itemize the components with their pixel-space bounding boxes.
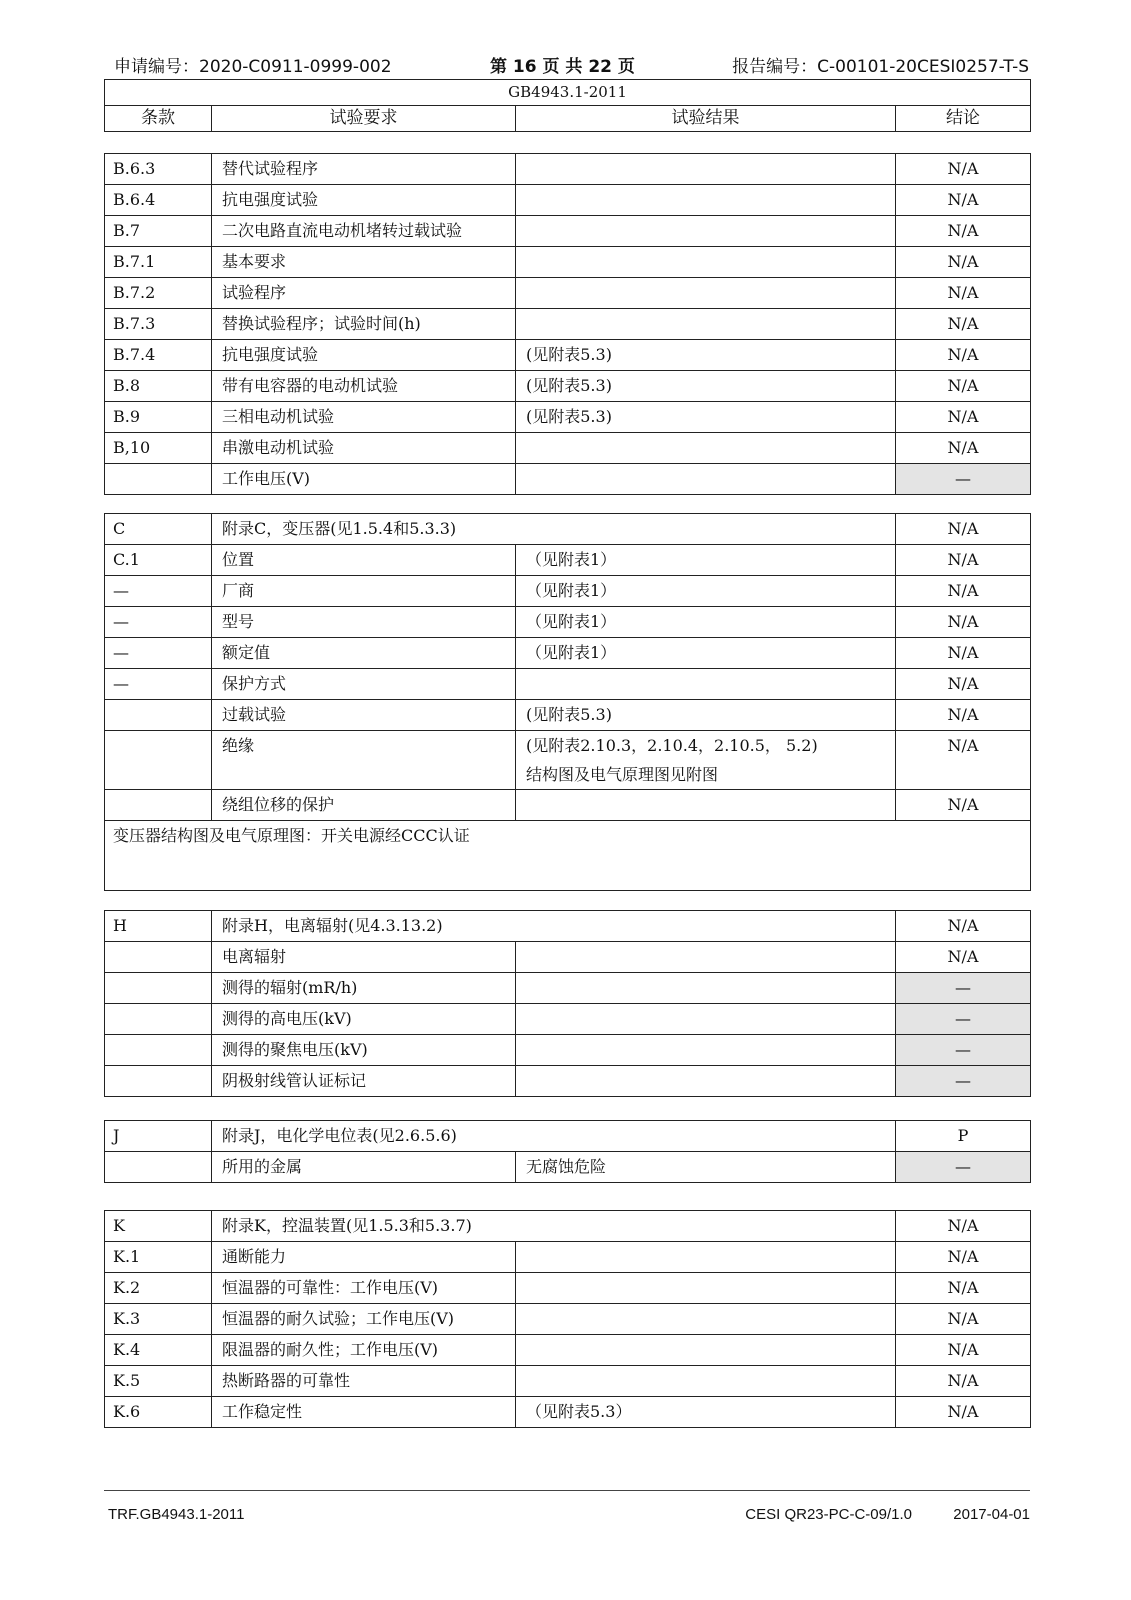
- table-row: [105, 1004, 1031, 1035]
- clause-cell: [105, 464, 212, 495]
- clause-cell: B.7.4: [105, 340, 212, 371]
- clause-cell: [105, 790, 212, 821]
- clause-cell: [105, 1066, 212, 1097]
- footer-divider: [104, 1490, 1030, 1491]
- requirement-cell: 热断路器的可靠性: [212, 1366, 516, 1397]
- requirement-cell: 工作电压(V): [212, 464, 516, 495]
- standard-title: GB4943.1-2011: [105, 80, 1031, 106]
- clause-cell: [105, 731, 212, 790]
- table-row: [105, 371, 1031, 402]
- result-cell: [516, 1242, 896, 1273]
- requirement-cell: 型号: [212, 607, 516, 638]
- result-cell: [516, 216, 896, 247]
- result-cell: [516, 1273, 896, 1304]
- table-row: [105, 340, 1031, 371]
- clause-cell: K.6: [105, 1397, 212, 1428]
- conclusion-cell: N/A: [896, 1242, 1031, 1273]
- conclusion-cell: —: [896, 1035, 1031, 1066]
- requirement-cell: 二次电路直流电动机堵转过载试验: [212, 216, 516, 247]
- conclusion-cell: N/A: [896, 638, 1031, 669]
- conclusion-cell: N/A: [896, 576, 1031, 607]
- transformer-note: 变压器结构图及电气原理图：开关电源经CCC认证: [105, 821, 1031, 891]
- clause-cell: K.2: [105, 1273, 212, 1304]
- conclusion-cell: N/A: [896, 700, 1031, 731]
- table-row: [105, 790, 1031, 821]
- table-row: [105, 638, 1031, 669]
- conclusion-cell: N/A: [896, 607, 1031, 638]
- result-cell: [516, 1035, 896, 1066]
- header-conclusion: 结论: [896, 106, 1031, 132]
- conclusion-cell: N/A: [896, 371, 1031, 402]
- table-row: [105, 669, 1031, 700]
- conclusion-cell: N/A: [896, 1273, 1031, 1304]
- requirement-cell: 三相电动机试验: [212, 402, 516, 433]
- conclusion-cell: N/A: [896, 942, 1031, 973]
- requirement-cell: 测得的辐射(mR/h): [212, 973, 516, 1004]
- result-cell: [516, 1004, 896, 1035]
- result-cell: [516, 790, 896, 821]
- clause-cell: B.7.1: [105, 247, 212, 278]
- requirement-cell: 串激电动机试验: [212, 433, 516, 464]
- clause-cell: [105, 1152, 212, 1183]
- result-cell: （见附表1）: [516, 638, 896, 669]
- clause-cell: B,10: [105, 433, 212, 464]
- application-number: 申请编号：2020-C0911-0999-002: [114, 57, 392, 77]
- table-row: [105, 700, 1031, 731]
- conclusion-cell: N/A: [896, 154, 1031, 185]
- table-row: [105, 154, 1031, 185]
- clause-cell: [105, 973, 212, 1004]
- result-cell: (见附表5.3): [516, 402, 896, 433]
- result-cell: (见附表5.3): [516, 700, 896, 731]
- form-version: CESI QR23-PC-C-09/1.0: [745, 1506, 912, 1523]
- requirement-cell: 基本要求: [212, 247, 516, 278]
- table-row: [105, 545, 1031, 576]
- conclusion-cell: N/A: [896, 185, 1031, 216]
- appendix-k-table: [104, 1210, 1031, 1428]
- conclusion-cell: —: [896, 1004, 1031, 1035]
- conclusion-cell: N/A: [896, 1304, 1031, 1335]
- table-row: [105, 942, 1031, 973]
- requirement-cell: 位置: [212, 545, 516, 576]
- table-row: [105, 1211, 1031, 1242]
- result-cell: [516, 1066, 896, 1097]
- result-cell: [516, 154, 896, 185]
- requirement-cell: 恒温器的耐久试验；工作电压(V): [212, 1304, 516, 1335]
- clause-cell: B.8: [105, 371, 212, 402]
- note-row: [105, 821, 1031, 891]
- table-row: [105, 1304, 1031, 1335]
- form-date: 2017-04-01: [953, 1506, 1030, 1523]
- table-row: [105, 1366, 1031, 1397]
- conclusion-cell: N/A: [896, 247, 1031, 278]
- appendix-h-table: [104, 910, 1031, 1097]
- table-row: [105, 973, 1031, 1004]
- table-row: [105, 216, 1031, 247]
- conclusion-cell: N/A: [896, 1335, 1031, 1366]
- requirement-cell: 测得的高电压(kV): [212, 1004, 516, 1035]
- conclusion-cell: N/A: [896, 278, 1031, 309]
- requirement-cell: 额定值: [212, 638, 516, 669]
- conclusion-cell: —: [896, 1066, 1031, 1097]
- requirement-cell: 绝缘: [212, 731, 516, 790]
- requirement-cell: 附录J，电化学电位表(见2.6.5.6): [212, 1121, 896, 1152]
- clause-cell: C: [105, 514, 212, 545]
- clause-cell: —: [105, 576, 212, 607]
- clause-cell: H: [105, 911, 212, 942]
- requirement-cell: 附录H，电离辐射(见4.3.13.2): [212, 911, 896, 942]
- appendix-j-table: [104, 1120, 1031, 1183]
- table-row: [105, 402, 1031, 433]
- conclusion-cell: N/A: [896, 731, 1031, 790]
- table-row: [105, 1035, 1031, 1066]
- requirement-cell: 附录K，控温装置(见1.5.3和5.3.7): [212, 1211, 896, 1242]
- clause-cell: B.6.3: [105, 154, 212, 185]
- result-cell: [516, 433, 896, 464]
- clause-cell: B.7.3: [105, 309, 212, 340]
- result-cell: （见附表1）: [516, 607, 896, 638]
- requirement-cell: 工作稳定性: [212, 1397, 516, 1428]
- conclusion-cell: P: [896, 1121, 1031, 1152]
- requirement-cell: 附录C，变压器(见1.5.4和5.3.3): [212, 514, 896, 545]
- table-row: [105, 1242, 1031, 1273]
- table-row: [105, 464, 1031, 495]
- standard-title-row: [105, 80, 1031, 106]
- clause-cell: K.5: [105, 1366, 212, 1397]
- requirement-cell: 所用的金属: [212, 1152, 516, 1183]
- clause-cell: K.4: [105, 1335, 212, 1366]
- clause-cell: B.9: [105, 402, 212, 433]
- requirement-cell: 替换试验程序；试验时间(h): [212, 309, 516, 340]
- page-indicator: 第 16 页 共 22 页: [490, 57, 635, 77]
- clause-cell: —: [105, 638, 212, 669]
- result-line: (见附表2.10.3，2.10.4，2.10.5， 5.2): [526, 736, 818, 755]
- table-row: [105, 1152, 1031, 1183]
- requirement-cell: 抗电强度试验: [212, 340, 516, 371]
- table-row: [105, 514, 1031, 545]
- requirement-cell: 限温器的耐久性；工作电压(V): [212, 1335, 516, 1366]
- clause-cell: C.1: [105, 545, 212, 576]
- table-row: [105, 185, 1031, 216]
- conclusion-cell: N/A: [896, 1397, 1031, 1428]
- table-row: [105, 911, 1031, 942]
- conclusion-cell: N/A: [896, 545, 1031, 576]
- clause-cell: [105, 1035, 212, 1066]
- table-row: [105, 247, 1031, 278]
- section-b-table: [104, 153, 1031, 495]
- conclusion-cell: N/A: [896, 669, 1031, 700]
- clause-cell: K.3: [105, 1304, 212, 1335]
- result-cell: （见附表1）: [516, 545, 896, 576]
- report-number: 报告编号：C-00101-20CESI0257-T-S: [732, 57, 1029, 77]
- table-row: [105, 731, 1031, 790]
- requirement-cell: 恒温器的可靠性：工作电压(V): [212, 1273, 516, 1304]
- result-cell: [516, 731, 896, 790]
- header-requirement: 试验要求: [212, 106, 516, 132]
- result-cell: [516, 464, 896, 495]
- requirement-cell: 抗电强度试验: [212, 185, 516, 216]
- clause-cell: [105, 700, 212, 731]
- clause-cell: B.7: [105, 216, 212, 247]
- result-cell: [516, 942, 896, 973]
- conclusion-cell: N/A: [896, 216, 1031, 247]
- conclusion-cell: N/A: [896, 433, 1031, 464]
- appendix-c-table: [104, 513, 1031, 891]
- header-clause: 条款: [105, 106, 212, 132]
- table-row: [105, 278, 1031, 309]
- clause-cell: B.7.2: [105, 278, 212, 309]
- clause-cell: [105, 942, 212, 973]
- conclusion-cell: N/A: [896, 514, 1031, 545]
- conclusion-cell: —: [896, 973, 1031, 1004]
- result-cell: （见附表1）: [516, 576, 896, 607]
- requirement-cell: 阴极射线管认证标记: [212, 1066, 516, 1097]
- clause-cell: K.1: [105, 1242, 212, 1273]
- page-header: [114, 52, 1029, 78]
- result-cell: [516, 1366, 896, 1397]
- table-row: [105, 576, 1031, 607]
- conclusion-cell: N/A: [896, 1211, 1031, 1242]
- result-cell: [516, 1304, 896, 1335]
- conclusion-cell: N/A: [896, 1366, 1031, 1397]
- result-line: 结构图及电气原理图见附图: [526, 765, 719, 784]
- requirement-cell: 保护方式: [212, 669, 516, 700]
- column-header-row: [105, 106, 1031, 132]
- table-row: [105, 433, 1031, 464]
- clause-cell: K: [105, 1211, 212, 1242]
- requirement-cell: 过载试验: [212, 700, 516, 731]
- column-header-table: [104, 79, 1031, 132]
- clause-cell: [105, 1004, 212, 1035]
- requirement-cell: 试验程序: [212, 278, 516, 309]
- conclusion-cell: N/A: [896, 790, 1031, 821]
- result-cell: （见附表5.3）: [516, 1397, 896, 1428]
- requirement-cell: 带有电容器的电动机试验: [212, 371, 516, 402]
- conclusion-cell: N/A: [896, 911, 1031, 942]
- requirement-cell: 测得的聚焦电压(kV): [212, 1035, 516, 1066]
- page-footer: [108, 1506, 1030, 1528]
- result-cell: (见附表5.3): [516, 340, 896, 371]
- clause-cell: B.6.4: [105, 185, 212, 216]
- result-cell: [516, 247, 896, 278]
- table-row: [105, 309, 1031, 340]
- result-cell: 无腐蚀危险: [516, 1152, 896, 1183]
- conclusion-cell: —: [896, 1152, 1031, 1183]
- table-row: [105, 1121, 1031, 1152]
- requirement-cell: 绕组位移的保护: [212, 790, 516, 821]
- table-row: [105, 1397, 1031, 1428]
- result-cell: [516, 278, 896, 309]
- result-cell: [516, 309, 896, 340]
- requirement-cell: 电离辐射: [212, 942, 516, 973]
- table-row: [105, 1273, 1031, 1304]
- result-cell: [516, 1335, 896, 1366]
- form-id: TRF.GB4943.1-2011: [108, 1506, 245, 1523]
- table-row: [105, 1335, 1031, 1366]
- requirement-cell: 替代试验程序: [212, 154, 516, 185]
- table-row: [105, 1066, 1031, 1097]
- clause-cell: —: [105, 607, 212, 638]
- header-result: 试验结果: [516, 106, 896, 132]
- result-cell: [516, 669, 896, 700]
- result-cell: [516, 185, 896, 216]
- clause-cell: J: [105, 1121, 212, 1152]
- conclusion-cell: N/A: [896, 340, 1031, 371]
- result-cell: (见附表5.3): [516, 371, 896, 402]
- conclusion-cell: —: [896, 464, 1031, 495]
- result-cell: [516, 973, 896, 1004]
- conclusion-cell: N/A: [896, 309, 1031, 340]
- requirement-cell: 厂商: [212, 576, 516, 607]
- table-row: [105, 607, 1031, 638]
- requirement-cell: 通断能力: [212, 1242, 516, 1273]
- conclusion-cell: N/A: [896, 402, 1031, 433]
- clause-cell: —: [105, 669, 212, 700]
